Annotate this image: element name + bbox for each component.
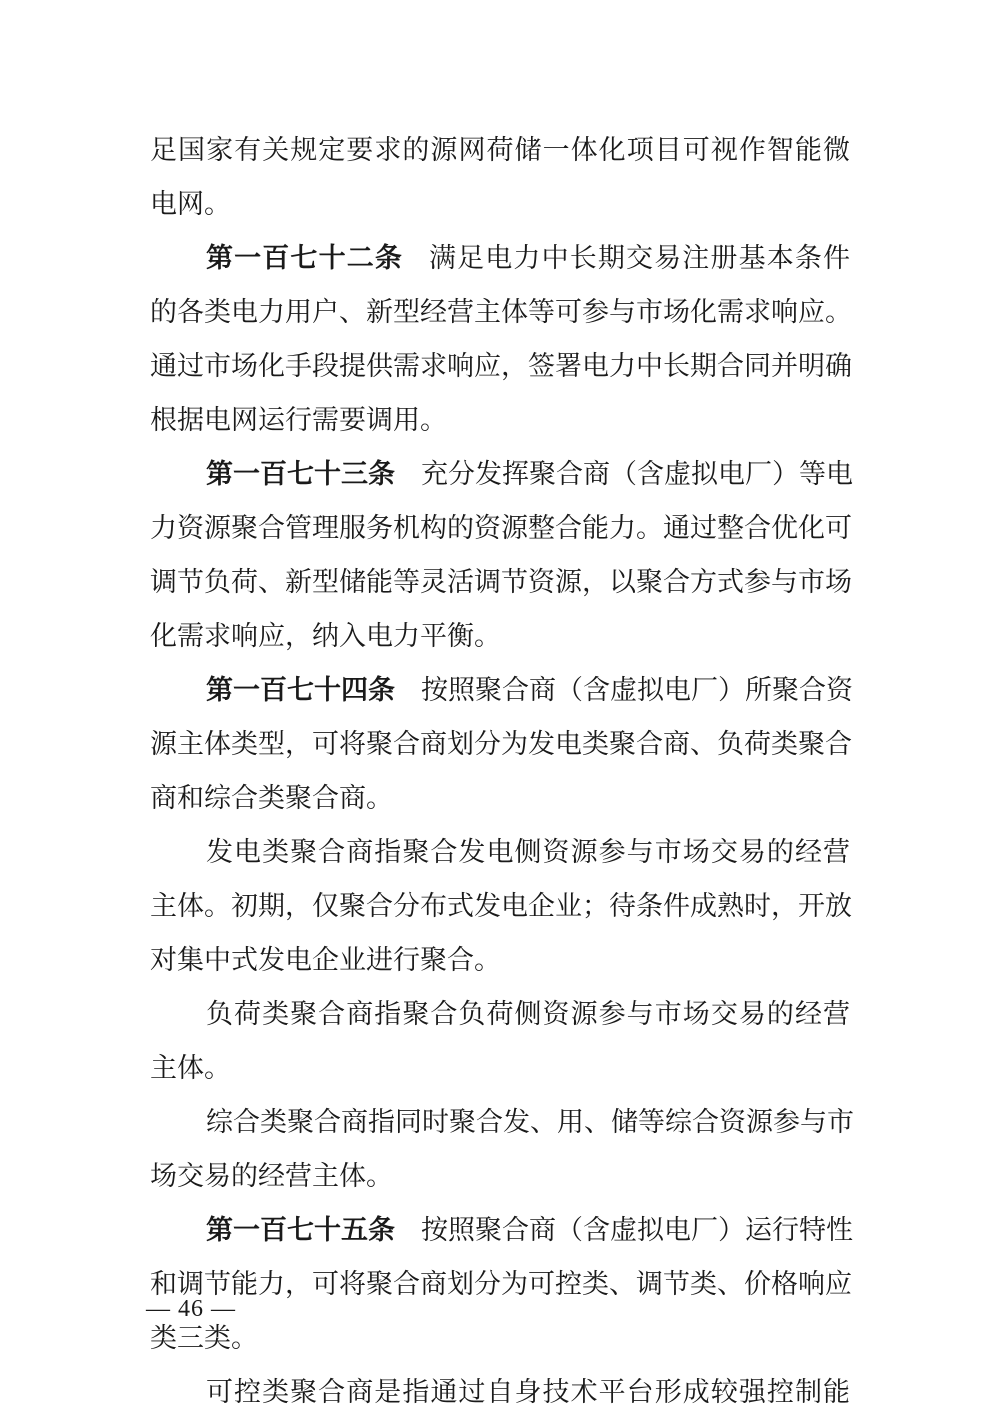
text-line: 电网。	[150, 189, 231, 220]
article-text: 满足电力中长期交易注册基本条件	[429, 243, 850, 274]
text-line: 力资源聚合管理服务机构的资源整合能力。通过整合优化可	[150, 513, 852, 544]
article-174-first-line	[150, 664, 853, 718]
text-line: 足国家有关规定要求的源网荷储一体化项目可视作智能微	[150, 135, 850, 166]
paragraph-first-line: 发电类聚合商指聚合发电侧资源参与市场交易的经营	[206, 837, 850, 868]
article-number: 第一百七十二条	[206, 243, 403, 274]
article-text: 按照聚合商（含虚拟电厂）所聚合资	[421, 675, 853, 706]
text-line: 调节负荷、新型储能等灵活调节资源，以聚合方式参与市场	[150, 567, 852, 598]
text-line: 源主体类型，可将聚合商划分为发电类聚合商、负荷类聚合	[150, 729, 852, 760]
document-body	[150, 124, 854, 1420]
article-text: 充分发挥聚合商（含虚拟电厂）等电	[421, 459, 853, 490]
text-line: 主体。初期，仅聚合分布式发电企业；待条件成熟时，开放	[150, 891, 852, 922]
article-number: 第一百七十五条	[206, 1215, 395, 1246]
text-line: 对集中式发电企业进行聚合。	[150, 945, 501, 976]
text-line: 主体。	[150, 1053, 231, 1084]
text-line: 通过市场化手段提供需求响应，签署电力中长期合同并明确	[150, 351, 852, 382]
article-172-first-line	[150, 232, 850, 286]
text-line: 和调节能力，可将聚合商划分为可控类、调节类、价格响应	[150, 1269, 852, 1300]
article-173-first-line	[150, 448, 853, 502]
text-line: 根据电网运行需要调用。	[150, 405, 447, 436]
text-line: 的各类电力用户、新型经营主体等可参与市场化需求响应。	[150, 297, 852, 328]
article-text: 按照聚合商（含虚拟电厂）运行特性	[421, 1215, 853, 1246]
paragraph-first-line: 可控类聚合商是指通过自身技术平台形成较强控制能	[206, 1377, 850, 1408]
article-175-first-line	[150, 1204, 853, 1258]
paragraph-first-line: 负荷类聚合商指聚合负荷侧资源参与市场交易的经营	[206, 999, 850, 1030]
page-number: — 46 —	[146, 1296, 236, 1322]
text-line: 化需求响应，纳入电力平衡。	[150, 621, 501, 652]
article-number: 第一百七十四条	[206, 675, 395, 706]
text-line: 商和综合类聚合商。	[150, 783, 393, 814]
article-number: 第一百七十三条	[206, 459, 395, 490]
text-line: 场交易的经营主体。	[150, 1161, 393, 1192]
text-line: 类三类。	[150, 1323, 258, 1354]
paragraph-first-line: 综合类聚合商指同时聚合发、用、储等综合资源参与市	[206, 1107, 854, 1138]
